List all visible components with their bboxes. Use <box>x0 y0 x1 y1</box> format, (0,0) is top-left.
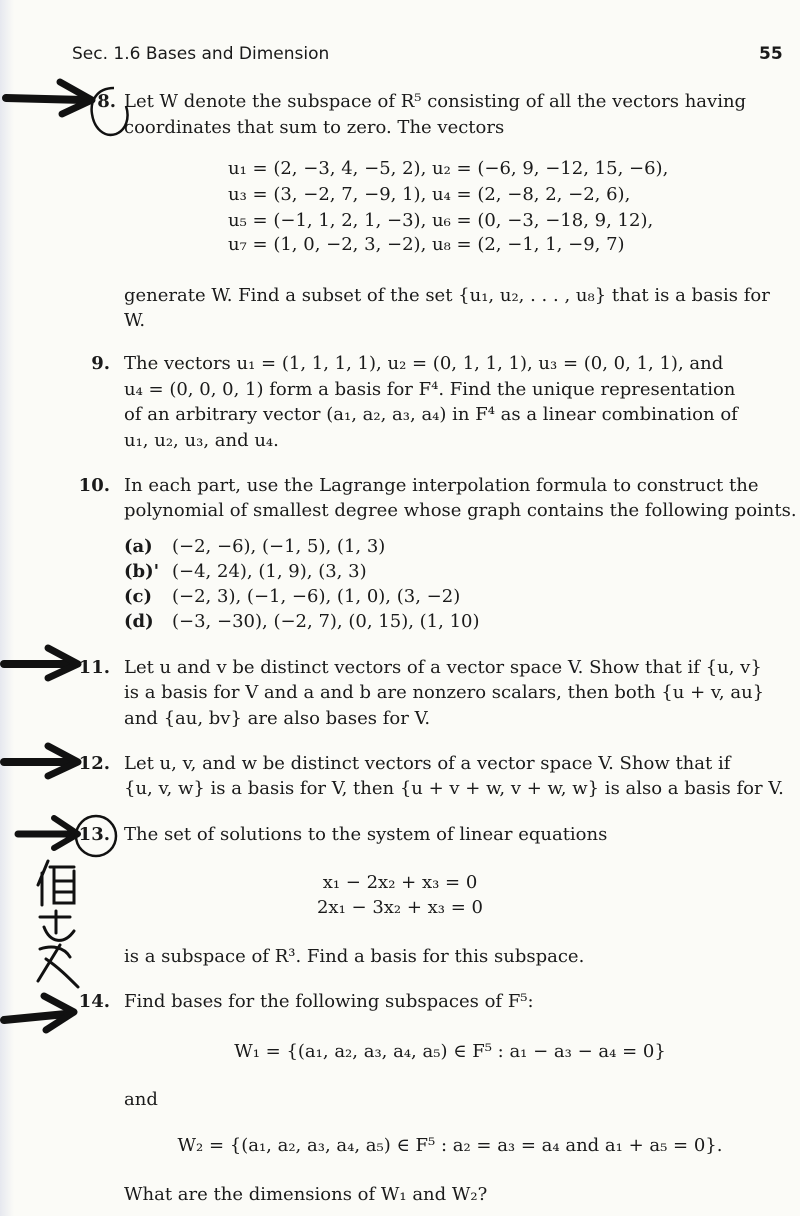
problem-12-line-2: {u, v, w} is a basis for V, then {u + v + w, v + w, w} is also a basis for V. <box>124 778 784 799</box>
vector-u3: u₃ = (3, −2, 7, −9, 1), <box>228 184 427 205</box>
problem-9-number: 9. <box>91 353 110 374</box>
part-b-text: (−4, 24), (1, 9), (3, 3) <box>172 561 367 582</box>
vector-u1: u₁ = (2, −3, 4, −5, 2), <box>228 158 427 179</box>
problem-14-number: 14. <box>78 991 110 1012</box>
problem-8-line-1: Let W denote the subspace of R⁵ consisting of all the vectors having <box>124 91 747 112</box>
problem-12-number: 12. <box>78 753 110 774</box>
problem-14-after: What are the dimensions of W₁ and W₂? <box>124 1184 488 1205</box>
problem-8-after-1: generate W. Find a subset of the set {u₁, u₂, . . . , u₈} that is a basis for <box>124 285 770 306</box>
problem-11-number: 11. <box>78 657 110 678</box>
part-a-text: (−2, −6), (−1, 5), (1, 3) <box>172 536 386 557</box>
problem-8-line-2: coordinates that sum to zero. The vectors <box>124 117 505 138</box>
equation-1: x₁ − 2x₂ + x₃ = 0 <box>322 872 478 893</box>
problem-11-line-3: and {au, bv} are also bases for V. <box>124 708 431 729</box>
problem-14-and: and <box>124 1089 158 1110</box>
vector-u8: u₈ = (2, −1, 1, −9, 7) <box>432 234 625 255</box>
problem-10-line-1: In each part, use the Lagrange interpolation formula to construct the <box>124 475 759 496</box>
problem-8-number: 8. <box>97 91 116 112</box>
problem-12-line-1: Let u, v, and w be distinct vectors of a vector space V. Show that if <box>124 753 731 774</box>
handwritten-circle-8-icon <box>86 84 136 144</box>
problem-9-line-1: The vectors u₁ = (1, 1, 1, 1), u₂ = (0, 1, 1, 1), u₃ = (0, 0, 1, 1), and <box>124 353 724 374</box>
subspace-w1: W₁ = {(a₁, a₂, a₃, a₄, a₅) ∈ F⁵ : a₁ − a₃ − a₄ = 0} <box>234 1041 666 1062</box>
problem-13-number: 13. <box>78 824 110 845</box>
equation-2: 2x₁ − 3x₂ + x₃ = 0 <box>316 897 484 918</box>
part-d-text: (−3, −30), (−2, 7), (0, 15), (1, 10) <box>172 611 480 632</box>
handwritten-arrow-12-icon <box>0 738 90 788</box>
problem-11-line-1: Let u and v be distinct vectors of a vector space V. Show that if {u, v} <box>124 657 762 678</box>
handwritten-circle-13-icon <box>72 812 122 860</box>
handwritten-arrow-14-icon <box>0 984 86 1044</box>
handwritten-arrow-11-icon <box>0 640 90 690</box>
part-a-label: (a) <box>124 536 153 557</box>
part-c-text: (−2, 3), (−1, −6), (1, 0), (3, −2) <box>172 586 461 607</box>
subspace-w2: W₂ = {(a₁, a₂, a₃, a₄, a₅) ∈ F⁵ : a₂ = a₃ = a₄ and a₁ + a₅ = 0}. <box>177 1135 723 1156</box>
problem-13-line-1: The set of solutions to the system of linear equations <box>124 824 608 845</box>
problem-14-line-1: Find bases for the following subspaces of F⁵: <box>124 991 534 1012</box>
problem-10-number: 10. <box>78 475 110 496</box>
part-d-label: (d) <box>124 611 154 632</box>
problem-8-after-2: W. <box>124 310 146 331</box>
page-number: 55 <box>759 44 783 64</box>
problem-13-after: is a subspace of R³. Find a basis for this subspace. <box>124 946 585 967</box>
vector-u4: u₄ = (2, −8, 2, −2, 6), <box>432 184 631 205</box>
vector-u7: u₇ = (1, 0, −2, 3, −2), <box>228 234 427 255</box>
problem-11-line-2: is a basis for V and a and b are nonzero scalars, then both {u + v, au} <box>124 682 765 703</box>
handwritten-note-icon <box>30 855 88 995</box>
vector-u5: u₅ = (−1, 1, 2, 1, −3), <box>228 210 427 231</box>
vector-u2: u₂ = (−6, 9, −12, 15, −6), <box>432 158 669 179</box>
problem-9-line-2: u₄ = (0, 0, 0, 1) form a basis for F⁴. Find the unique representation <box>124 379 736 400</box>
problem-9-line-3: of an arbitrary vector (a₁, a₂, a₃, a₄) in F⁴ as a linear combination of <box>124 404 738 425</box>
vector-u6: u₆ = (0, −3, −18, 9, 12), <box>432 210 654 231</box>
part-c-label: (c) <box>124 586 152 607</box>
section-header: Sec. 1.6 Bases and Dimension <box>72 44 330 64</box>
problem-10-line-2: polynomial of smallest degree whose graph contains the following points. <box>124 500 797 521</box>
part-b-label: (b)' <box>124 561 160 582</box>
problem-9-line-4: u₁, u₂, u₃, and u₄. <box>124 430 279 451</box>
